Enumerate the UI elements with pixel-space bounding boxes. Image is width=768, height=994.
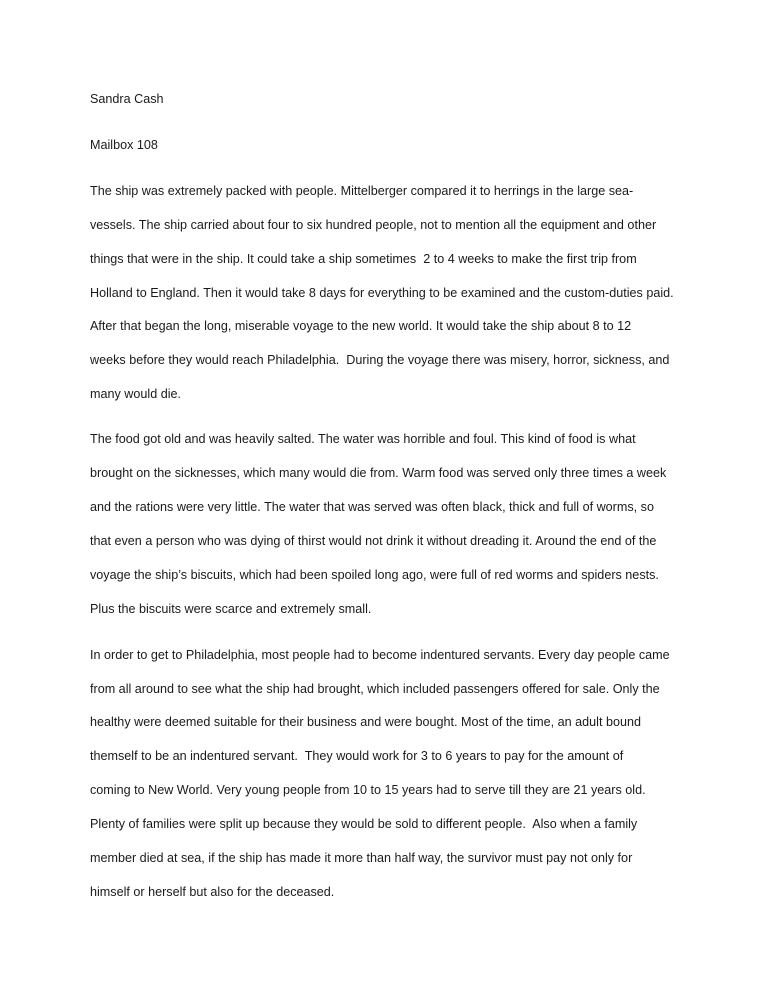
author-name: Sandra Cash (90, 92, 164, 106)
paragraph-2-line-6: Plus the biscuits were scarce and extremely small. (90, 602, 372, 616)
mailbox-number: Mailbox 108 (90, 138, 158, 152)
paragraph-1-line-3: things that were in the ship. It could take a ship sometimes 2 to 4 weeks to make the first trip from (90, 252, 637, 266)
paragraph-3-line-6: Plenty of families were split up because they would be sold to different people. Also when a family (90, 817, 638, 831)
paragraph-2-line-1: The food got old and was heavily salted. The water was horrible and foul. This kind of food is what (90, 432, 636, 446)
paragraph-1-line-7: many would die. (90, 387, 182, 401)
paragraph-3-line-2: from all around to see what the ship had brought, which included passengers offered for sale. Only the (90, 682, 660, 696)
paragraph-2-line-4: that even a person who was dying of thirst would not drink it without dreading it. Around the end of the (90, 534, 657, 548)
paragraph-2-line-3: and the rations were very little. The water that was served was often black, thick and full of worms, so (90, 500, 654, 514)
paragraph-1-line-4: Holland to England. Then it would take 8 days for everything to be examined and the custom-duties paid. (90, 286, 674, 300)
paragraph-3-line-7: member died at sea, if the ship has made it more than half way, the survivor must pay not only for (90, 851, 633, 865)
paragraph-3-line-1: In order to get to Philadelphia, most people had to become indentured servants. Every day people came (90, 648, 670, 662)
paragraph-2-line-5: voyage the ship’s biscuits, which had been spoiled long ago, were full of red worms and spiders nests. (90, 568, 659, 582)
paragraph-2-line-2: brought on the sicknesses, which many would die from. Warm food was served only three times a week (90, 466, 667, 480)
paragraph-1-line-2: vessels. The ship carried about four to six hundred people, not to mention all the equipment and other (90, 218, 657, 232)
paragraph-3-line-5: coming to New World. Very young people from 10 to 15 years had to serve till they are 21 years old. (90, 783, 646, 797)
paragraph-1-line-1: The ship was extremely packed with people. Mittelberger compared it to herrings in the large sea- (90, 184, 634, 198)
paragraph-1-line-6: weeks before they would reach Philadelphia. During the voyage there was misery, horror, sickness, and (90, 353, 670, 367)
paragraph-3-line-4: themself to be an indentured servant. They would work for 3 to 6 years to pay for the amount of (90, 749, 624, 763)
paragraph-1-line-5: After that began the long, miserable voyage to the new world. It would take the ship about 8 to 12 (90, 319, 632, 333)
paragraph-3-line-8: himself or herself but also for the deceased. (90, 885, 335, 899)
paragraph-3-line-3: healthy were deemed suitable for their business and were bought. Most of the time, an adult bound (90, 715, 641, 729)
